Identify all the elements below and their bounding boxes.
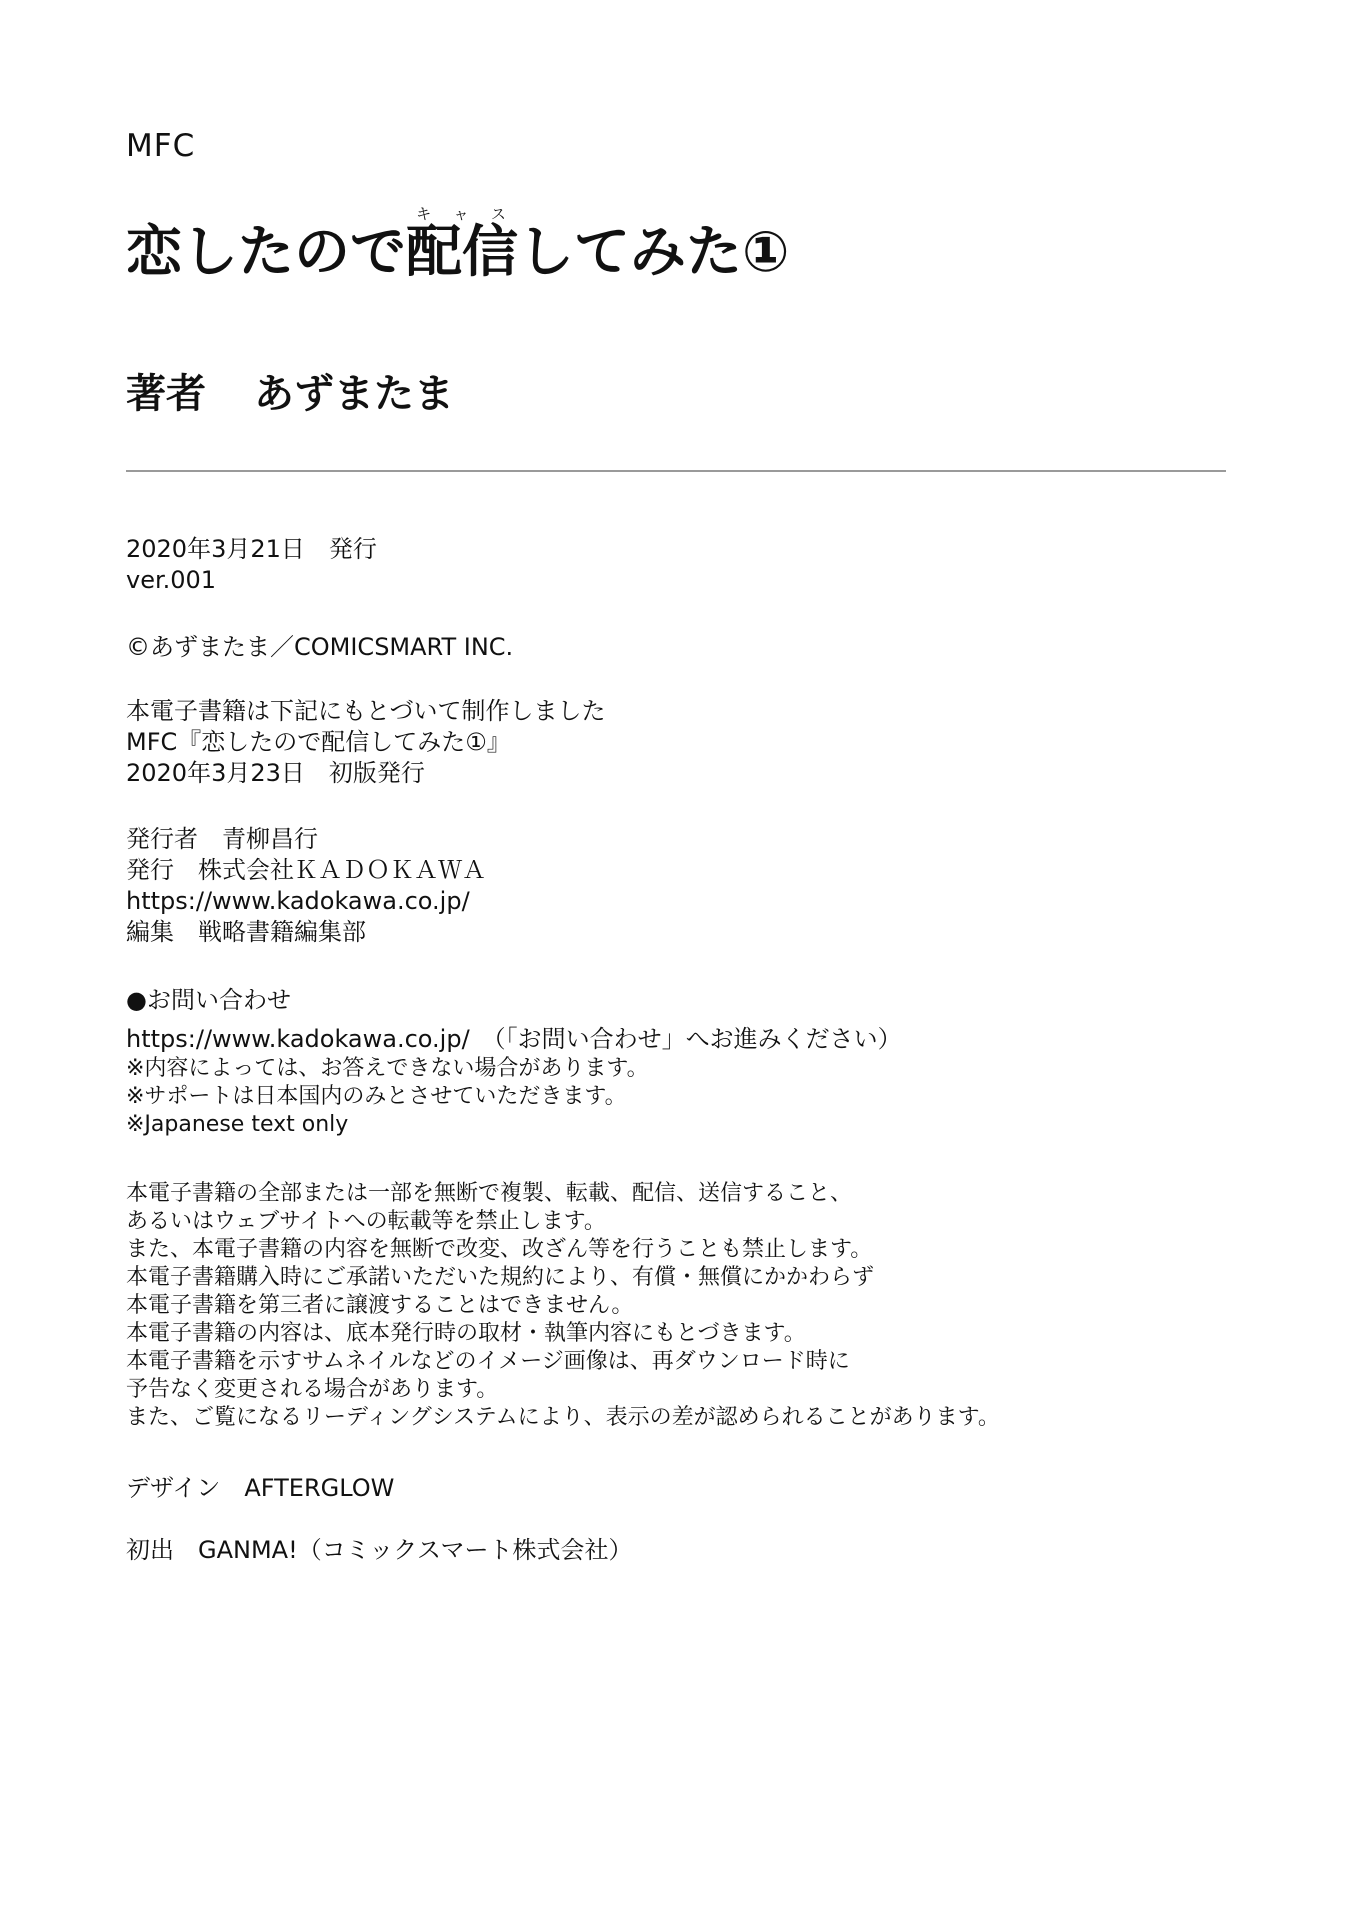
legal-line: また、ご覧になるリーディングシステムにより、表示の差が認められることがあります。 [126, 1405, 1000, 1430]
legal-line: 本電子書籍の内容は、底本発行時の取材・執筆内容にもとづきます。 [126, 1321, 806, 1346]
publication-block [126, 534, 377, 596]
title-part-before: 恋したので [126, 220, 406, 285]
publisher-block [126, 824, 486, 948]
contact-block [126, 985, 902, 1139]
source-line-3: 2020年3月23日 初版発行 [126, 759, 425, 787]
design-block [126, 1473, 394, 1504]
copyright-block [126, 632, 513, 663]
legal-line: 本電子書籍を第三者に譲渡することはできません。 [126, 1293, 634, 1318]
first-appearance-credit: 初出 GANMA!（コミックスマート株式会社） [126, 1536, 633, 1564]
contact-note: ※サポートは日本国内のみとさせていただきます。 [126, 1084, 627, 1109]
legal-line: 本電子書籍購入時にご承諾いただいた規約により、有償・無償にかかわらず [126, 1265, 875, 1290]
issuer-line: 発行 株式会社ＫＡＤＯＫＡＷＡ [126, 856, 486, 884]
contact-note: ※Japanese text only [126, 1112, 349, 1137]
editor-line: 編集 戦略書籍編集部 [126, 918, 366, 946]
legal-line: 本電子書籍の全部または一部を無断で複製、転載、配信、送信すること、 [126, 1181, 853, 1206]
source-line-1: 本電子書籍は下記にもとづいて制作しました [126, 697, 606, 725]
contact-url-line[interactable]: https://www.kadokawa.co.jp/ （「お問い合わせ」へお進みください） [126, 1025, 902, 1053]
title-ruby-reading: キャス [406, 205, 518, 223]
version-label: ver.001 [126, 566, 217, 594]
contact-note: ※内容によっては、お答えできない場合があります。 [126, 1056, 649, 1081]
copyright-line: ©あずまたま／COMICSMART INC. [126, 633, 514, 661]
divider [126, 470, 1226, 472]
legal-line: 本電子書籍を示すサムネイルなどのイメージ画像は、再ダウンロード時に [126, 1349, 850, 1374]
title-part-after: してみた① [518, 220, 790, 285]
legal-block [126, 1180, 1000, 1432]
publisher-url[interactable]: https://www.kadokawa.co.jp/ [126, 887, 470, 915]
author-label: 著者 [126, 371, 206, 417]
title-ruby-base: 配信 [406, 220, 518, 285]
source-block [126, 696, 606, 789]
legal-line: また、本電子書籍の内容を無断で改変、改ざん等を行うことも禁止します。 [126, 1237, 873, 1262]
contact-heading: ●お問い合わせ [126, 986, 291, 1014]
legal-line: 予告なく変更される場合があります。 [126, 1377, 499, 1402]
first-appearance-block [126, 1535, 633, 1566]
publication-date: 2020年3月21日 発行 [126, 535, 377, 563]
title-ruby [406, 205, 518, 285]
design-credit: デザイン AFTERGLOW [126, 1474, 395, 1502]
imprint-label: MFC [126, 128, 196, 164]
legal-line: あるいはウェブサイトへの転載等を禁止します。 [126, 1209, 606, 1234]
author-name: あずまたま [254, 371, 454, 417]
book-title [126, 205, 790, 285]
publisher-line: 発行者 青柳昌行 [126, 825, 318, 853]
author-line [126, 362, 454, 419]
source-line-2: MFC『恋したので配信してみた①』 [126, 728, 511, 756]
